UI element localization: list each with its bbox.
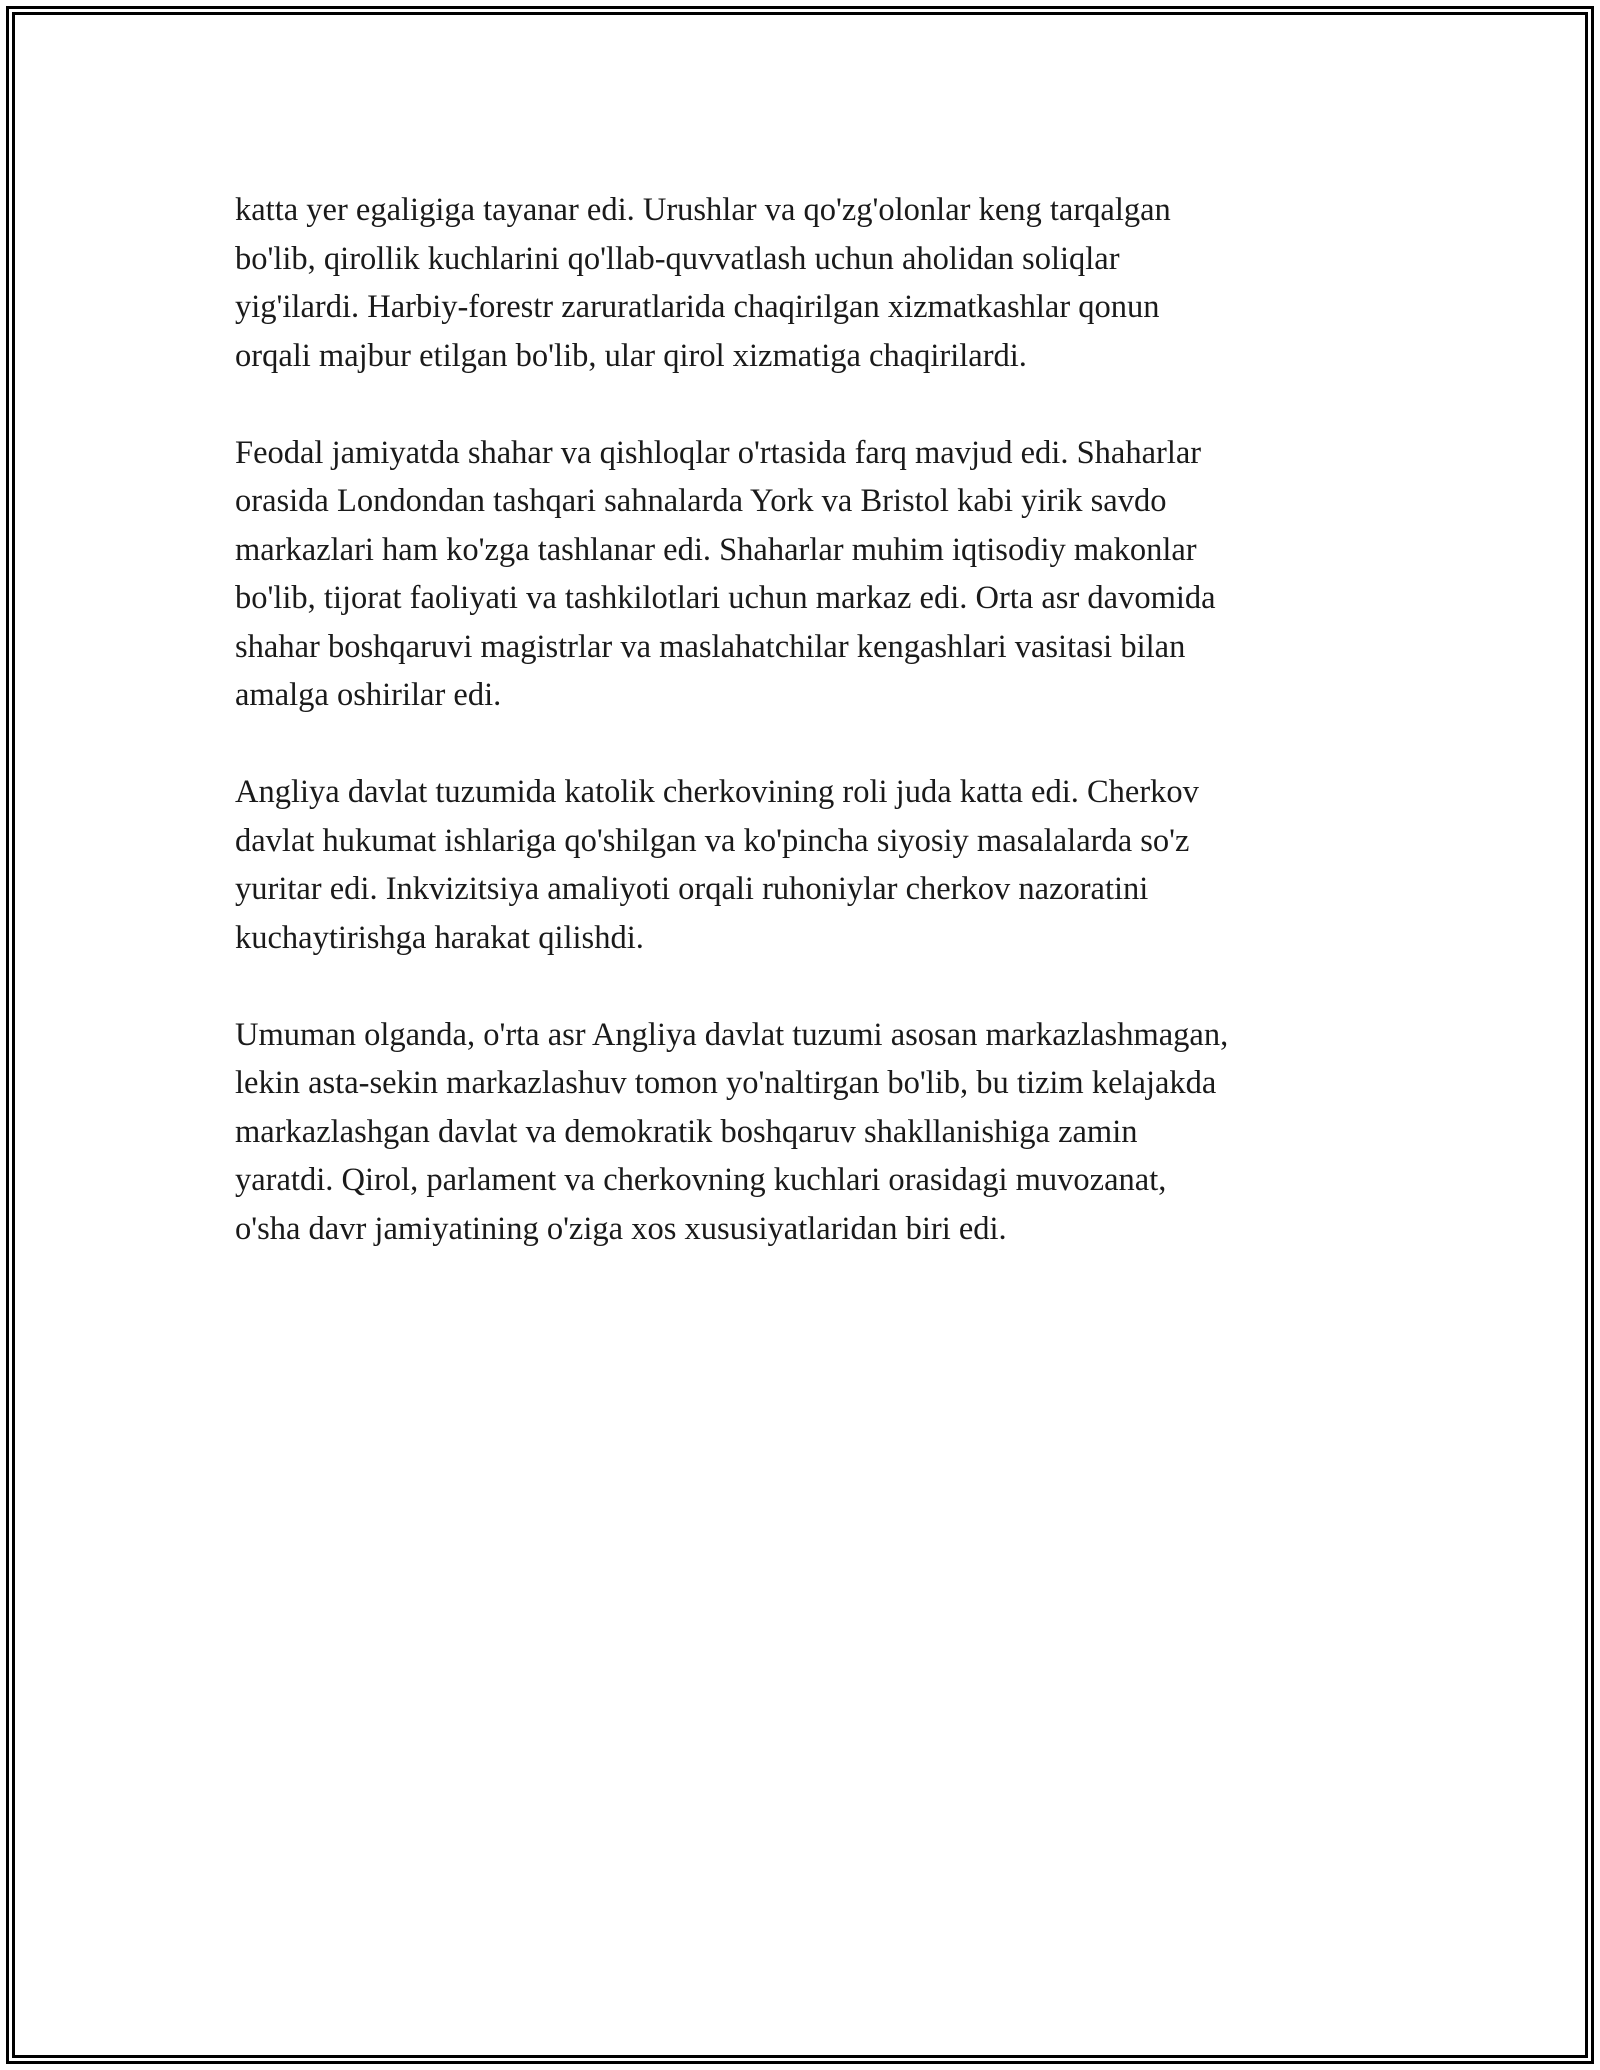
- text-line: davlat hukumat ishlariga qo'shilgan va ko'pincha siyosiy masalalarda so'z: [235, 822, 1190, 859]
- text-line: shahar boshqaruvi magistrlar va maslahatchilar kengashlari vasitasi bilan: [235, 628, 1186, 665]
- text-line: bo'lib, qirollik kuchlarini qo'llab-quvvatlash uchun aholidan soliqlar: [235, 240, 1120, 277]
- text-line: yaratdi. Qirol, parlament va cherkovning kuchlari orasidagi muvozanat,: [235, 1162, 1167, 1198]
- text-line: Umuman olganda, o'rta asr Angliya davlat tuzumi asosan markazlashmagan,: [235, 1016, 1229, 1053]
- text-line: orqali majbur etilgan bo'lib, ular qirol xizmatiga chaqirilardi.: [235, 337, 1027, 374]
- text-line: o'sha davr jamiyatining o'ziga xos xususiyatlaridan biri edi.: [235, 1210, 1007, 1247]
- paragraph-3: [235, 768, 1385, 962]
- text-line: Angliya davlat tuzumida katolik cherkovining roli juda katta edi. Cherkov: [235, 774, 1199, 810]
- text-line: orasida Londondan tashqari sahnalarda York va Bristol kabi yirik savdo: [235, 483, 1167, 519]
- text-line: markazlashgan davlat va demokratik boshqaruv shakllanishiga zamin: [235, 1113, 1138, 1150]
- text-line: lekin asta-sekin markazlashuv tomon yo'naltirgan bo'lib, bu tizim kelajakda: [235, 1065, 1217, 1101]
- paragraph-4: [235, 1011, 1385, 1254]
- text-line: yig'ilardi. Harbiy-forestr zaruratlarida chaqirilgan xizmatkashlar qonun: [235, 289, 1160, 325]
- text-line: yuritar edi. Inkvizitsiya amaliyoti orqali ruhoniylar cherkov nazoratini: [235, 871, 1149, 907]
- text-line: kuchaytirishga harakat qilishdi.: [235, 919, 644, 956]
- document-body: [235, 186, 1385, 1302]
- text-line: katta yer egaligiga tayanar edi. Urushlar va qo'zg'olonlar keng tarqalgan: [235, 192, 1171, 228]
- text-line: bo'lib, tijorat faoliyati va tashkilotlari uchun markaz edi. Orta asr davomida: [235, 580, 1216, 616]
- text-line: amalga oshirilar edi.: [235, 677, 502, 713]
- text-line: markazlari ham ko'zga tashlanar edi. Shaharlar muhim iqtisodiy makonlar: [235, 531, 1197, 568]
- paragraph-2: [235, 429, 1385, 720]
- text-line: Feodal jamiyatda shahar va qishloqlar o'rtasida farq mavjud edi. Shaharlar: [235, 434, 1202, 471]
- paragraph-1: [235, 186, 1385, 380]
